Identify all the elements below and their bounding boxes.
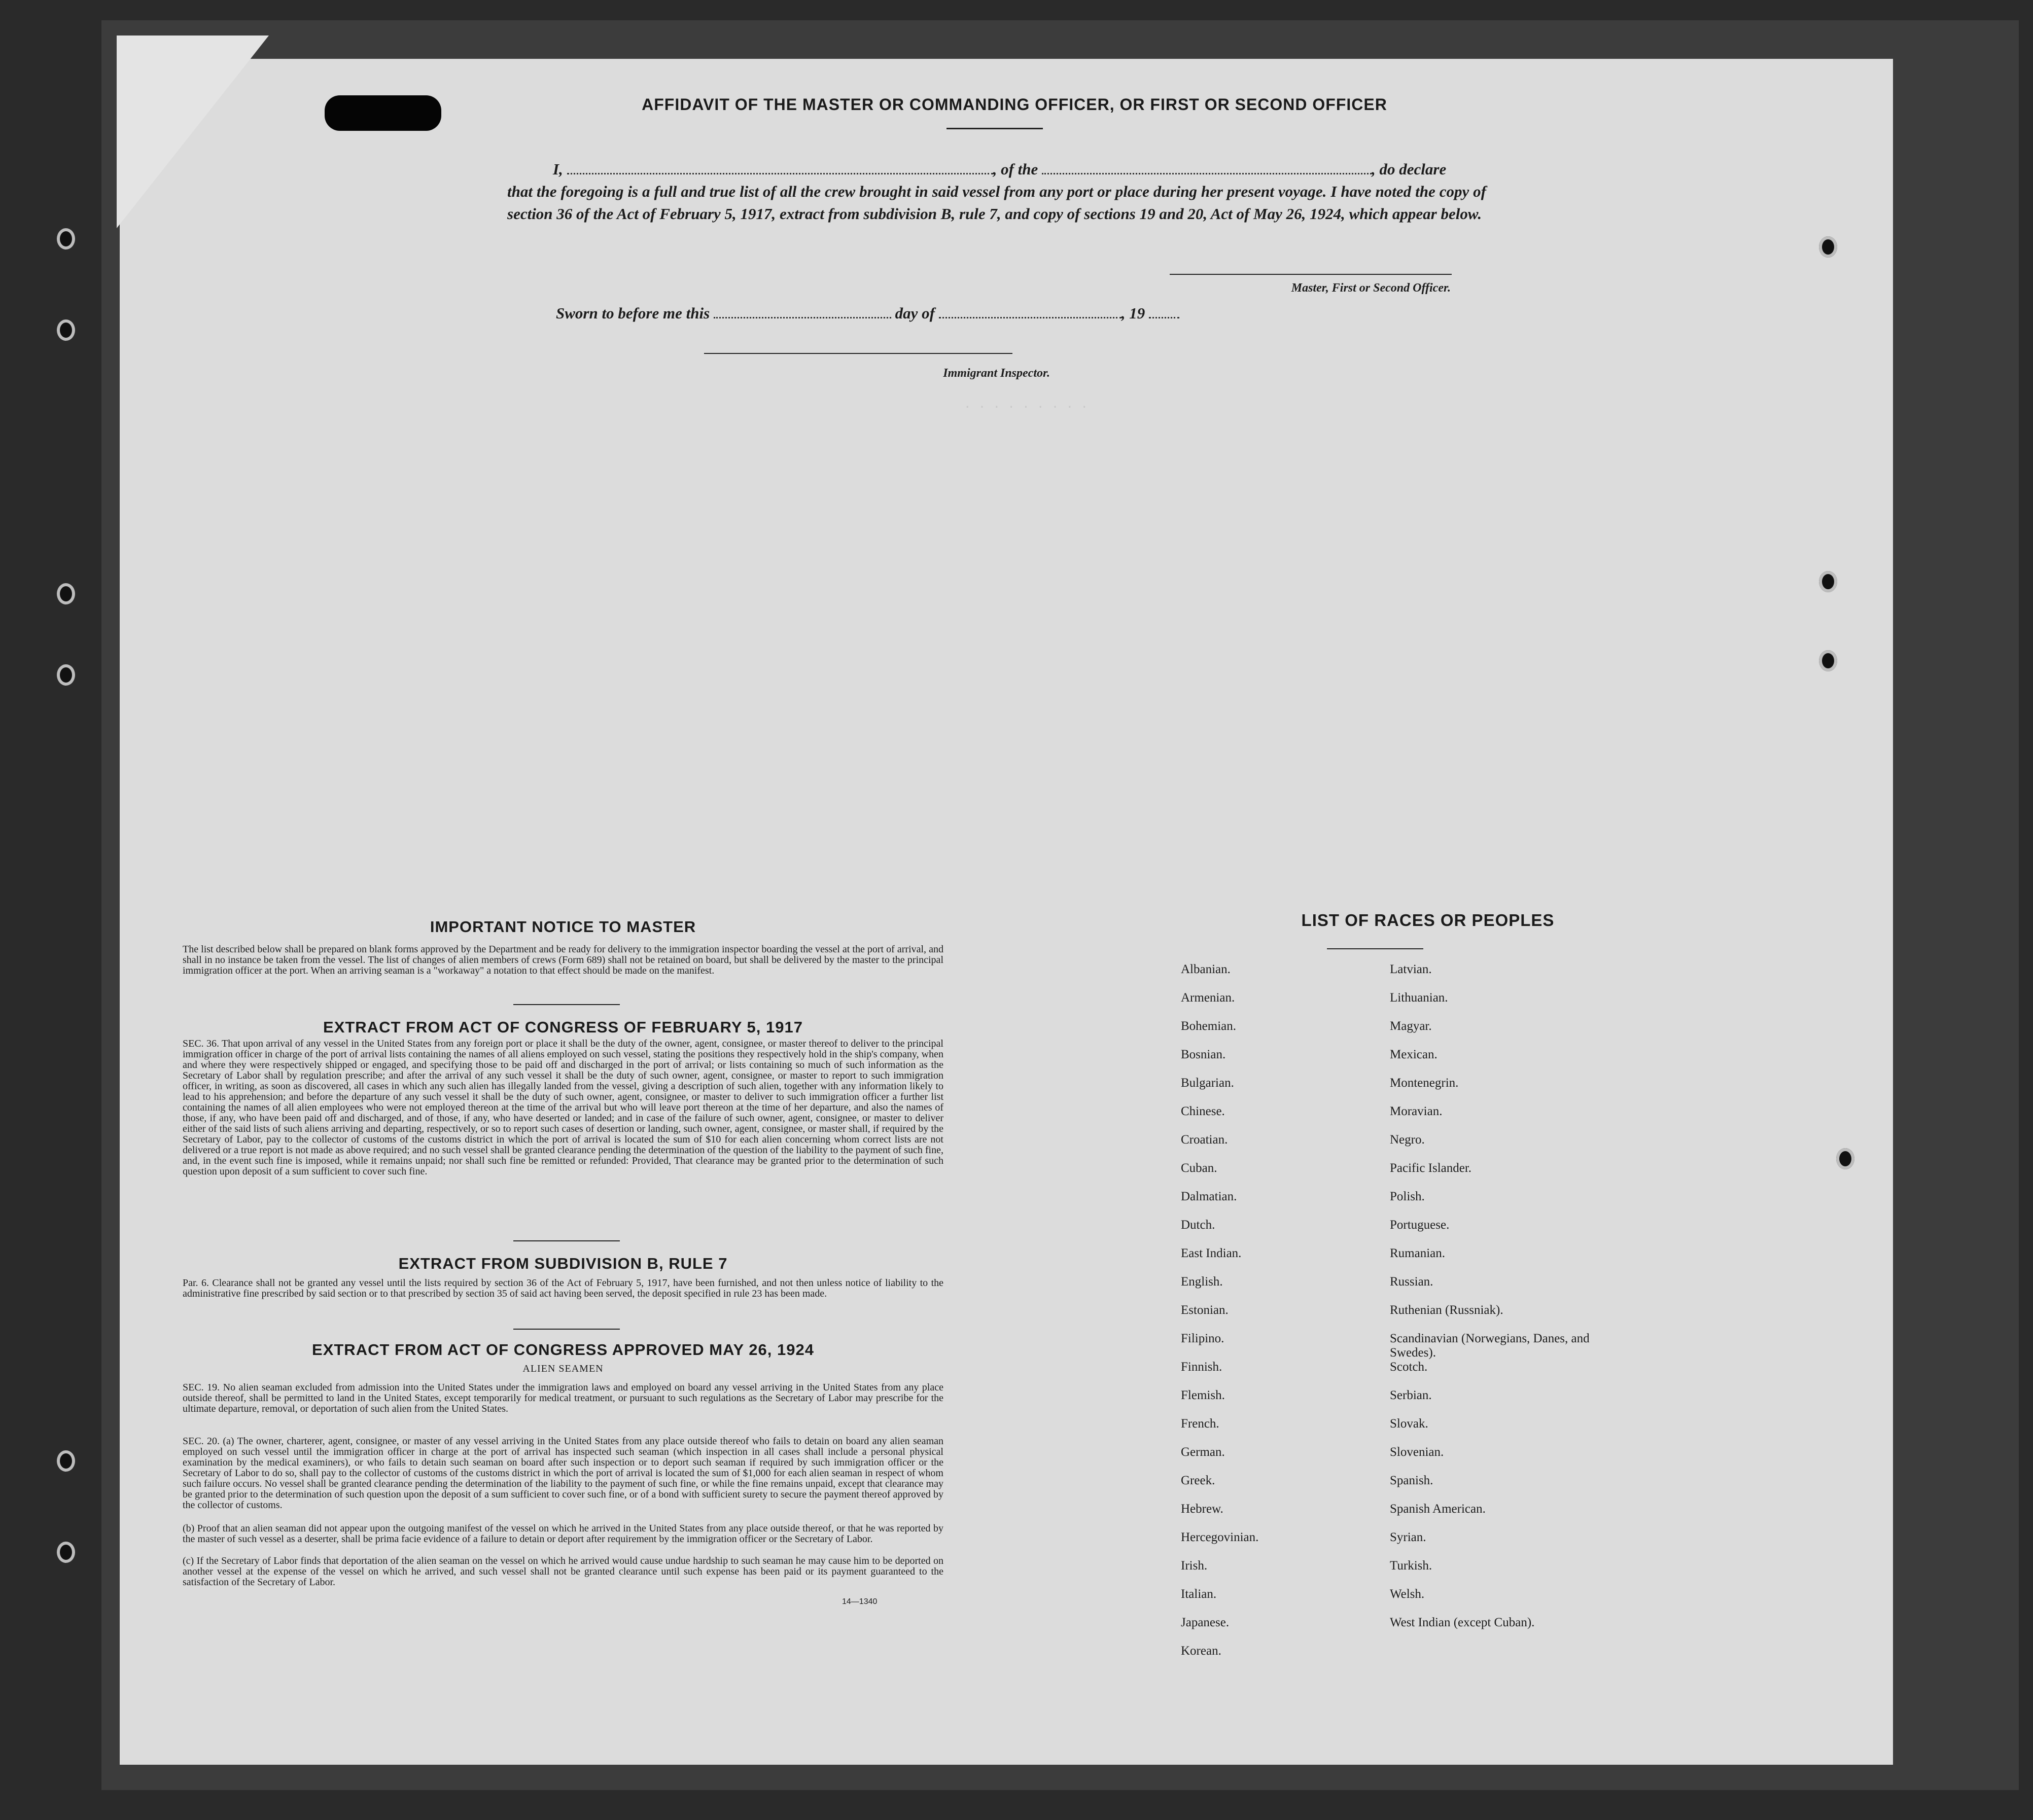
race-item: Welsh. <box>1390 1587 1425 1601</box>
rule7-text: Par. 6. Clearance shall not be granted any vessel until the lists required by section 36 of the Act of February 5, 1917, have been furnished, and not then unless notice of liability to the administrative fine prescribed by said section or to that prescribed by section 35 of said act having been served, the deposit specified in rule 23 has been made. <box>183 1277 943 1299</box>
race-item: Italian. <box>1181 1587 1217 1601</box>
punch-hole <box>57 1450 75 1472</box>
affidavit-line1 <box>553 158 1496 181</box>
affidavit-of-the: , of the <box>993 160 1038 178</box>
race-item: Hercegovinian. <box>1181 1530 1259 1544</box>
race-item: Korean. <box>1181 1644 1221 1658</box>
extract-1917-text: SEC. 36. That upon arrival of any vessel in the United States from any foreign port or place it shall be the duty of the owner, agent, consignee, or master thereof to deliver to the principal immigration officer in charge of the port of arrival lists containing the names of all aliens employed on such vessel, stating the positions they respectively hold in the ship's company, when and where they were respectively shipped or engaged, and specifying those to be paid off and discharged in the port of arrival; or lists containing so much of such information as the Secretary of Labor shall by regulation prescribe; and after the arrival of any such vessel it shall be the duty of such owner, agent, consignee, or master to report to such immigration officer, in writing, as soon as discovered, all cases in which any such alien has illegally landed from the vessel, giving a description of such alien, together with any information likely to lead to his apprehension; and before the departure of any such vessel it shall be the duty of such owner, agent, consignee, or master to deliver to such immigration officer a further list containing the names of all alien employees who were not employed thereon at the time of the arrival but who will leave port thereon at the time of her departure, and also the names of those, if any, who have been paid off and discharged, and of those, if any, who have deserted or landed; and in case of the failure of such owner, agent, consignee, or master to deliver either of the said lists of such aliens arriving and departing, respectively, or so to report such cases of desertion or landing, such owner, agent, consignee, or master shall, if required by the Secretary of Labor, pay to the collector of customs of the customs district in which the port of arrival is located the sum of $10 for each alien concerning whom correct lists are not delivered or a true report is not made as above required; and no such vessel shall be granted clearance pending the determination of the question of the liability to the payment of such fine, and, in the event such fine is imposed, while it remains unpaid; nor shall such fine be remitted or refunded: Provided, That clearance may be granted prior to the determination of such question upon deposit of a sum sufficient to cover such fine. <box>183 1038 943 1177</box>
races-right-column <box>1390 962 1593 1644</box>
race-item: West Indian (except Cuban). <box>1390 1616 1535 1629</box>
race-item: English. <box>1181 1275 1223 1289</box>
race-item: Greek. <box>1181 1474 1215 1487</box>
races-rule <box>1327 948 1423 949</box>
race-item: Polish. <box>1390 1190 1425 1203</box>
extract-1924-title: EXTRACT FROM ACT OF CONGRESS APPROVED MAY 26, 1924 <box>312 1341 814 1359</box>
affidavit-body: that the foregoing is a full and true list of all the crew brought in said vessel from any port or place during her present voyage. I have noted the copy of section 36 of the Act of February 5, 1917, extract from subdivision B, rule 7, and copy of sections 19 and 20, Act of May 26, 1924, which appear below. <box>507 183 1486 223</box>
race-item: Bosnian. <box>1181 1048 1226 1061</box>
punch-hole <box>57 319 75 341</box>
title-rule <box>947 128 1043 129</box>
inspector-signature-line[interactable] <box>704 353 1012 354</box>
race-item: Cuban. <box>1181 1161 1217 1175</box>
punch-hole <box>57 583 75 604</box>
ink-stamp <box>325 95 441 131</box>
race-item: Hebrew. <box>1181 1502 1223 1516</box>
sworn-day-of: day of <box>895 304 935 322</box>
race-item: Armenian. <box>1181 991 1235 1005</box>
extract-1924-sec20a: SEC. 20. (a) The owner, charterer, agent, consignee, or master of any vessel arriving in the United States from any place outside thereof who fails to detain on board any alien seaman employed on such vessel until the immigration officer in charge at the port of arrival has inspected such seaman (which inspection in all cases shall include a personal physical examination by the medical examiners), or who fails to detain such seaman on board after such inspection or to deport such seaman if required by such immigration officer or the Secretary of Labor to do so, shall pay to the collector of customs of the customs district in which the port of arrival is located the sum of $1,000 for each alien seaman in respect of whom such failure occurs. No vessel shall be granted clearance pending the determination of the liability to the payment of such fine, or while the fine remains unpaid, except that clearance may be granted prior to the determination of such question upon the deposit of a sum sufficient to cover such fine, or of a bond with sufficient surety to secure the payment thereof approved by the collector of customs. <box>183 1436 943 1511</box>
punch-hole <box>1836 1148 1854 1169</box>
signature-label: Master, First or Second Officer. <box>1291 281 1451 295</box>
rule7-title: EXTRACT FROM SUBDIVISION B, RULE 7 <box>398 1255 728 1272</box>
race-item: French. <box>1181 1417 1219 1431</box>
punch-hole <box>57 664 75 686</box>
race-item: Chinese. <box>1181 1104 1225 1118</box>
race-item: Bulgarian. <box>1181 1076 1234 1090</box>
race-item: Spanish American. <box>1390 1502 1486 1516</box>
inspector-label: Immigrant Inspector. <box>943 367 1050 380</box>
form-number: 14—1340 <box>842 1597 878 1606</box>
race-item: German. <box>1181 1445 1225 1459</box>
sworn-text: Sworn to before me this <box>556 304 710 322</box>
race-item: Mexican. <box>1390 1048 1438 1061</box>
extract-1924-sec19: SEC. 19. No alien seaman excluded from admission into the United States under the immigration laws and employed on board any vessel arriving in the United States from any place outside thereof, shall be permitted to land in the United States, except temporarily for medical treatment, or pursuant to such regulations as the Secretary of Labor may prescribe for the ultimate departure, removal, or deportation of such alien from the United States. <box>183 1382 943 1414</box>
race-item: Latvian. <box>1390 962 1432 976</box>
punch-hole <box>57 1542 75 1563</box>
race-item: Russian. <box>1390 1275 1433 1289</box>
race-item: Dalmatian. <box>1181 1190 1237 1203</box>
race-item: Portuguese. <box>1390 1218 1450 1232</box>
affidavit-title: AFFIDAVIT OF THE MASTER OR COMMANDING OFFICER, OR FIRST OR SECOND OFFICER <box>642 95 1387 114</box>
extract-1924-sec20c: (c) If the Secretary of Labor finds that deportation of the alien seaman on the vessel on which he arrived would cause undue hardship to such seaman he may cause him to be deported on another vessel at the expense of the vessel on which he arrived, and such vessel shall not be granted clearance until such expense has been paid or its payment guaranteed to the satisfaction of the Secretary of Labor. <box>183 1555 943 1588</box>
sworn-day-field[interactable] <box>714 304 891 318</box>
punch-hole <box>57 228 75 249</box>
extract-1917-title: EXTRACT FROM ACT OF CONGRESS OF FEBRUARY 5, 1917 <box>323 1018 803 1036</box>
race-item: Scandinavian (Norwegians, Danes, and Swedes). <box>1390 1332 1590 1360</box>
punch-hole <box>1819 571 1837 592</box>
race-item: Syrian. <box>1390 1530 1426 1544</box>
race-item: Flemish. <box>1181 1388 1225 1402</box>
extract-1924-sec20b: (b) Proof that an alien seaman did not appear upon the outgoing manifest of the vessel on which he arrived in the United States from any place outside thereof, or that he was reported by the master of such vessel as a deserter, shall be prima facie evidence of a failure to detain or deport after requirement by the immigration officer or the Secretary of Labor. <box>183 1523 943 1545</box>
race-item: East Indian. <box>1181 1246 1242 1260</box>
race-item: Lithuanian. <box>1390 991 1448 1005</box>
punch-hole <box>1819 650 1837 671</box>
name-field[interactable] <box>567 160 993 174</box>
race-item: Pacific Islander. <box>1390 1161 1472 1175</box>
race-item: Spanish. <box>1390 1474 1433 1487</box>
bleed-through: · · · · · · · · · <box>964 401 1088 414</box>
race-item: Moravian. <box>1390 1104 1443 1118</box>
race-item: Ruthenian (Russniak). <box>1390 1303 1503 1317</box>
race-item: Montenegrin. <box>1390 1076 1459 1090</box>
affidavit-i: I, <box>553 160 563 178</box>
extract-1924-subtitle: ALIEN SEAMEN <box>522 1363 604 1374</box>
race-item: Serbian. <box>1390 1388 1432 1402</box>
race-item: Finnish. <box>1181 1360 1222 1374</box>
race-item: Japanese. <box>1181 1616 1230 1629</box>
race-item: Irish. <box>1181 1559 1208 1573</box>
affidavit-declare: , do declare <box>1372 160 1447 178</box>
sworn-year-field[interactable] <box>1149 304 1179 318</box>
race-item: Croatian. <box>1181 1133 1228 1147</box>
race-item: Estonian. <box>1181 1303 1229 1317</box>
race-item: Filipino. <box>1181 1332 1224 1345</box>
races-title: LIST OF RACES OR PEOPLES <box>1301 911 1555 930</box>
sworn-year: , 19 <box>1121 304 1145 322</box>
section-rule <box>513 1329 620 1330</box>
race-item: Slovak. <box>1390 1417 1428 1431</box>
race-item: Scotch. <box>1390 1360 1428 1374</box>
folded-corner <box>117 35 269 228</box>
punch-hole <box>1819 236 1837 258</box>
section-rule <box>513 1240 620 1241</box>
race-item: Albanian. <box>1181 962 1231 976</box>
races-left-column <box>1181 962 1394 1672</box>
race-item: Magyar. <box>1390 1019 1432 1033</box>
notice-title: IMPORTANT NOTICE TO MASTER <box>430 918 696 936</box>
notice-text: The list described below shall be prepared on blank forms approved by the Department and be ready for delivery to the immigration inspector boarding the vessel at the port of arrival, and shall in no instance be taken from the vessel. The list of changes of alien members of crews (Form 689) shall not be retained on board, but shall be delivered by the master to the principal immigration officer at the port. When an arriving seaman is a "workaway" a notation to that effect should be made on the manifest. <box>183 944 943 976</box>
race-item: Negro. <box>1390 1133 1425 1147</box>
vessel-field[interactable] <box>1042 160 1372 174</box>
section-rule <box>513 1004 620 1005</box>
race-item: Slovenian. <box>1390 1445 1444 1459</box>
race-item: Bohemian. <box>1181 1019 1237 1033</box>
sworn-line <box>556 302 1266 325</box>
race-item: Turkish. <box>1390 1559 1432 1573</box>
signature-line[interactable] <box>1170 274 1452 275</box>
race-item: Rumanian. <box>1390 1246 1446 1260</box>
sworn-month-field[interactable] <box>939 304 1121 318</box>
race-item: Dutch. <box>1181 1218 1215 1232</box>
